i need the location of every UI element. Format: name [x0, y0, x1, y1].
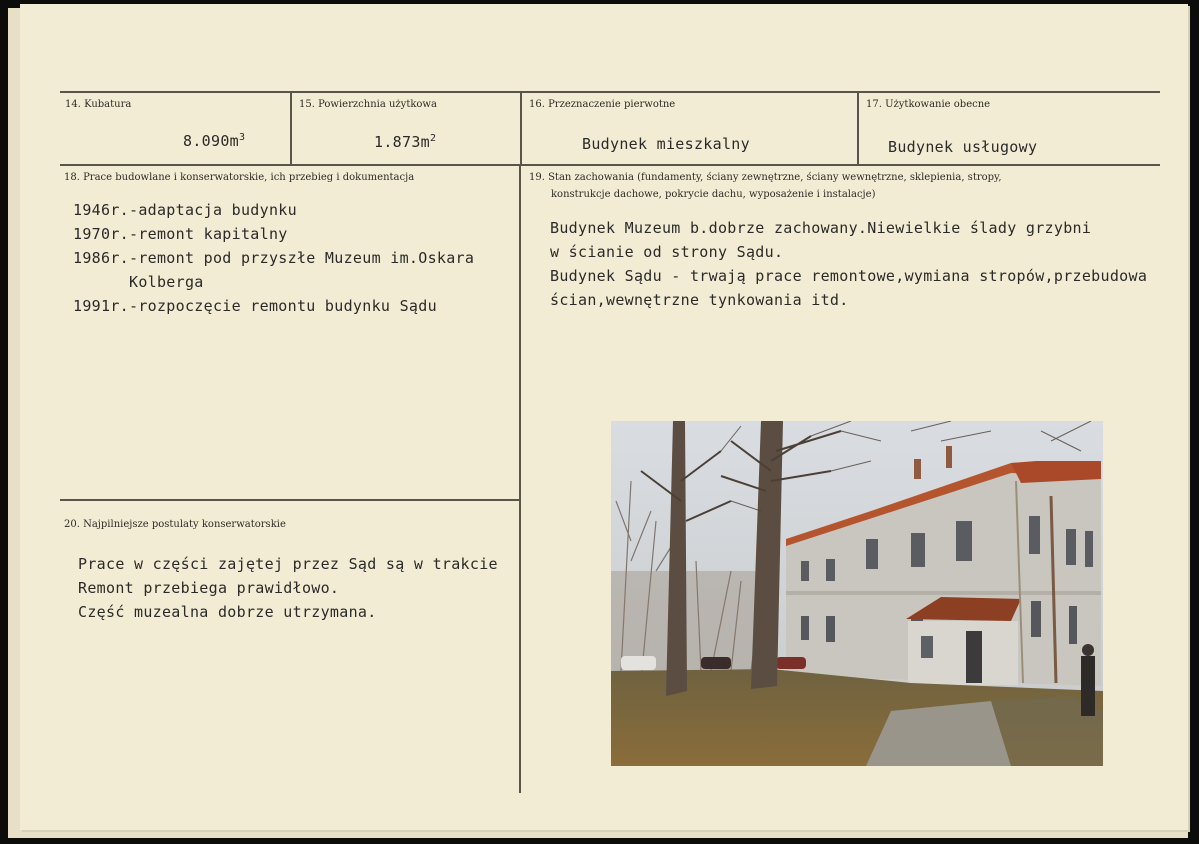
- entry-line: Część muzealna dobrze utrzymana.: [78, 603, 377, 621]
- entry-line: Kolberga: [73, 273, 204, 291]
- field-15-label: 15. Powierzchnia użytkowa: [299, 99, 437, 110]
- entry-line: ścian,wewnętrzne tynkowania itd.: [550, 291, 849, 309]
- field-16-label: 16. Przeznaczenie pierwotne: [529, 99, 676, 110]
- field-19-label: [529, 171, 1002, 202]
- entry-line: Budynek Muzeum b.dobrze zachowany.Niewielkie ślady grzybni: [550, 219, 1092, 237]
- field-18-entries: [73, 198, 474, 318]
- field-19-entries: [550, 216, 1147, 312]
- field-18-label: 18. Prace budowlane i konserwatorskie, ich przebieg i dokumentacja: [64, 172, 415, 183]
- entry-line: 1970r.-remont kapitalny: [73, 225, 288, 243]
- field-20-entries: [78, 552, 498, 624]
- entry-line: w ścianie od strony Sądu.: [550, 243, 784, 261]
- entry-line: Remont przebiega prawidłowo.: [78, 579, 340, 597]
- entry-line: Prace w części zajętej przez Sąd są w trakcie: [78, 555, 498, 573]
- field-14-value: $8.090m^3$: [183, 132, 246, 150]
- entry-line: 1991r.-rozpoczęcie remontu budynku Sądu: [73, 297, 437, 315]
- entry-line: 1946r.-adaptacja budynku: [73, 201, 297, 219]
- field-16-value: Budynek mieszkalny: [582, 135, 750, 153]
- field-15-value: $1.873m^2$: [374, 133, 437, 151]
- field-19-label-line1: 19. Stan zachowania (fundamenty, ściany zewnętrzne, ściany wewnętrzne, sklepienia, stropy,: [529, 172, 1002, 183]
- field-19-label-line2: konstrukcje dachowe, pokrycie dachu, wyposażenie i instalacje): [551, 189, 876, 200]
- main-column-divider: [519, 165, 521, 793]
- entry-line: Budynek Sądu - trwają prace remontowe,wymiana stropów,przebudowa: [550, 267, 1148, 285]
- field-20-label: 20. Najpilniejsze postulaty konserwatorskie: [64, 519, 286, 530]
- top-rule: [60, 91, 1160, 93]
- col-divider-14-15: [290, 92, 292, 164]
- field-14-label: 14. Kubatura: [65, 99, 132, 110]
- section18-bottom-rule: [60, 499, 520, 501]
- entry-line: 1986r.-remont pod przyszłe Muzeum im.Oskara: [73, 249, 475, 267]
- field-17-label: 17. Użytkowanie obecne: [866, 99, 991, 110]
- col-divider-16-17: [857, 92, 859, 164]
- building-photo-illustration: [611, 421, 1103, 766]
- building-photo: [611, 421, 1103, 766]
- field-17-value: Budynek usługowy: [888, 138, 1038, 156]
- row1-rule: [60, 164, 1160, 166]
- col-divider-15-16: [520, 92, 522, 164]
